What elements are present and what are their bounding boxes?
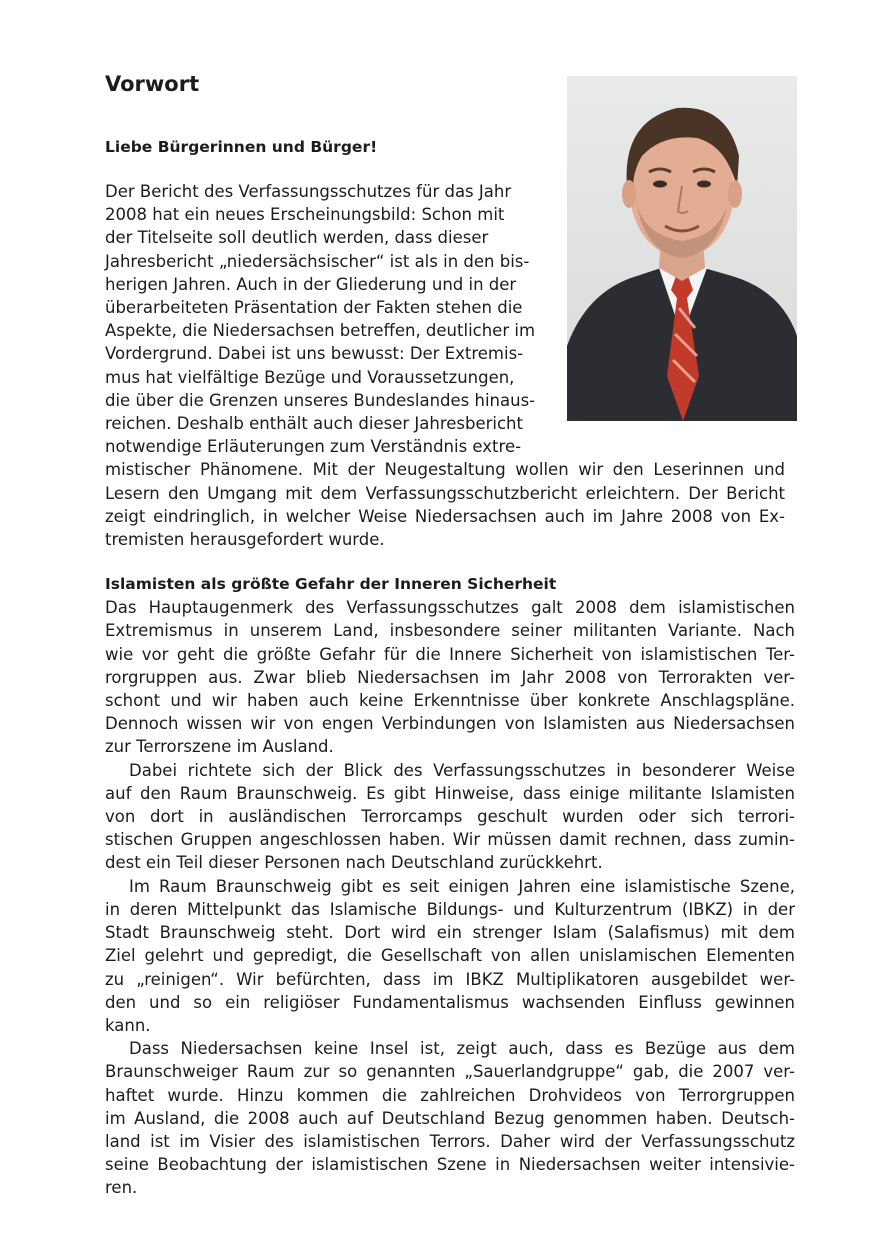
text-line: den und so ein religiöser Fundamentalismus wachsenden Einfluss gewinnen — [105, 992, 795, 1012]
text-line: schont und wir haben auch keine Erkenntnisse über konkrete Anschlagspläne. — [105, 691, 795, 711]
intro-paragraph-continued — [105, 458, 785, 551]
text-line: von dort in ausländischen Terrorcamps geschult wurden oder sich terrori- — [105, 807, 795, 827]
text-line: stischen Gruppen angeschlossen haben. Wir müssen damit rechnen, dass zumin- — [105, 830, 795, 850]
text-line: Das Hauptaugenmerk des Verfassungsschutzes galt 2008 dem islamistischen — [105, 598, 795, 618]
text-line: überarbeiteten Präsentation der Fakten stehen die — [105, 298, 523, 318]
text-line: Vordergrund. Dabei ist uns bewusst: Der Extremis- — [105, 344, 524, 364]
portrait-photo — [567, 76, 797, 421]
text-line: die über die Grenzen unseres Bundeslandes hinaus- — [105, 390, 536, 410]
text-line: Dass Niedersachsen keine Insel ist, zeigt auch, dass es Bezüge aus dem — [129, 1039, 795, 1059]
section-paragraph-3 — [105, 875, 795, 1037]
intro-paragraph — [105, 180, 557, 458]
section-paragraph-1 — [105, 596, 795, 758]
section-heading: Islamisten als größte Gefahr der Inneren Sicherheit — [105, 575, 557, 594]
text-line: zu „reinigen“. Wir befürchten, dass im IBKZ Multiplikatoren ausgebildet wer- — [105, 969, 795, 989]
text-line: wie vor geht die größte Gefahr für die Innere Sicherheit von islamistischen Ter- — [105, 644, 795, 664]
text-line: Aspekte, die Niedersachsen betreffen, deutlicher im — [105, 321, 536, 341]
text-line: land ist im Visier des islamistischen Terrors. Daher wird der Verfassungsschutz — [105, 1131, 795, 1151]
text-line: Braunschweiger Raum zur so genannten „Sauerlandgruppe“ gab, die 2007 ver- — [105, 1062, 795, 1082]
text-line: Dennoch wissen wir von engen Verbindungen von Islamisten aus Niedersachsen — [105, 714, 795, 734]
page-title: Vorwort — [105, 72, 200, 96]
text-line: notwendige Erläuterungen zum Verständnis extre- — [105, 437, 522, 457]
text-line: herigen Jahren. Auch in der Gliederung und in der — [105, 274, 517, 294]
text-line: mus hat vielfältige Bezüge und Voraussetzungen, — [105, 367, 515, 387]
text-line: im Ausland, die 2008 auch auf Deutschland Bezug genommen haben. Deutsch- — [105, 1108, 795, 1128]
text-line: kann. — [105, 1015, 151, 1035]
text-line: mistischer Phänomene. Mit der Neugestaltung wollen wir den Leserinnen und — [105, 460, 785, 480]
text-line: Der Bericht des Verfassungsschutzes für das Jahr — [105, 182, 512, 201]
text-line: Jahresbericht „niedersächsischer“ ist als in den bis- — [105, 251, 530, 271]
text-line: dest ein Teil dieser Personen nach Deutschland zurückkehrt. — [105, 853, 603, 873]
text-line: zeigt eindringlich, in welcher Weise Niedersachsen auch im Jahre 2008 von Ex- — [105, 506, 785, 526]
text-line: zur Terrorszene im Ausland. — [105, 737, 334, 757]
text-line: der Titelseite soll deutlich werden, dass dieser — [105, 228, 489, 248]
salutation: Liebe Bürgerinnen und Bürger! — [105, 138, 378, 156]
text-line: tremisten herausgefordert wurde. — [105, 530, 385, 550]
text-line: Stadt Braunschweig steht. Dort wird ein strenger Islam (Salafismus) mit dem — [105, 923, 795, 943]
section-paragraph-4 — [105, 1037, 795, 1199]
text-line: 2008 hat ein neues Erscheinungsbild: Schon mit — [105, 205, 505, 225]
text-line: Extremismus in unserem Land, insbesondere seiner militanten Variante. Nach — [105, 621, 795, 641]
text-line: reichen. Deshalb enthält auch dieser Jahresbericht — [105, 414, 523, 434]
text-line: haftet wurde. Hinzu kommen die zahlreichen Drohvideos von Terrorgruppen — [105, 1085, 795, 1105]
text-line: auf den Raum Braunschweig. Es gibt Hinweise, dass einige militante Islamisten — [105, 783, 795, 803]
portrait-icon — [567, 76, 797, 421]
page — [105, 70, 795, 1200]
text-line: ren. — [105, 1178, 138, 1198]
text-line: Dabei richtete sich der Blick des Verfassungsschutzes in besonderer Weise — [129, 760, 795, 780]
text-line: Im Raum Braunschweig gibt es seit einigen Jahren eine islamistische Szene, — [129, 876, 795, 896]
text-line: in deren Mittelpunkt das Islamische Bildungs- und Kulturzentrum (IBKZ) in der — [105, 899, 795, 919]
section-paragraph-2 — [105, 759, 795, 875]
text-line: Ziel gelehrt und gepredigt, die Gesellschaft von allen unislamischen Elementen — [105, 946, 795, 966]
text-line: Lesern den Umgang mit dem Verfassungsschutzbericht erleichtern. Der Bericht — [105, 483, 785, 503]
text-line: rorgruppen aus. Zwar blieb Niedersachsen im Jahr 2008 von Terrorakten ver- — [105, 667, 795, 687]
text-line: seine Beobachtung der islamistischen Szene in Niedersachsen weiter intensivie- — [105, 1155, 795, 1175]
